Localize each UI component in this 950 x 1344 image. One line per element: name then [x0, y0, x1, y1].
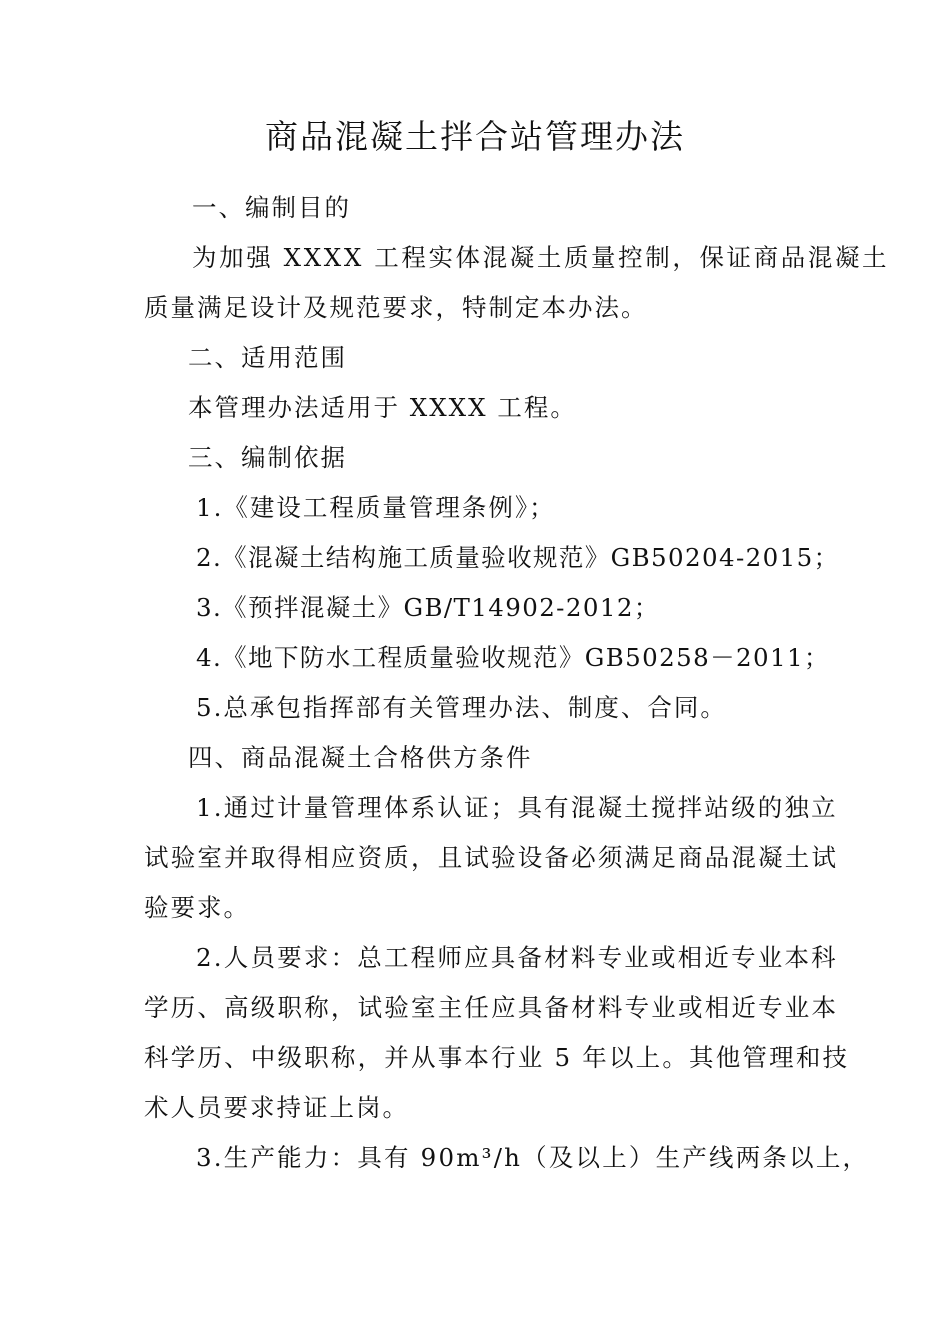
paragraph-line: 试验室并取得相应资质，且试验设备必须满足商品混凝土试: [144, 843, 839, 872]
paragraph-line: 为加强 XXXX 工程实体混凝土质量控制，保证商品混凝土: [192, 243, 890, 272]
list-item: 1.《建设工程质量管理条例》；: [196, 493, 556, 522]
paragraph-line: 术人员要求持证上岗。: [144, 1093, 409, 1122]
paragraph-line: 科学历、中级职称，并从事本行业 5 年以上。其他管理和技: [144, 1043, 850, 1072]
paragraph-line: 3.生产能力：具有 90m³/h（及以上）生产线两条以上，: [196, 1143, 870, 1172]
paragraph-line: 2.人员要求：总工程师应具备材料专业或相近专业本科: [196, 943, 838, 972]
section-heading-scope: 二、适用范围: [188, 343, 347, 372]
section-heading-supplier-conditions: 四、商品混凝土合格供方条件: [188, 743, 533, 772]
paragraph-line: 学历、高级职称，试验室主任应具备材料专业或相近专业本: [144, 993, 839, 1022]
document-title: 商品混凝土拌合站管理办法: [265, 117, 685, 156]
paragraph-line: 验要求。: [144, 893, 250, 922]
list-item: 5.总承包指挥部有关管理办法、制度、合同。: [196, 693, 727, 722]
section-heading-basis: 三、编制依据: [188, 443, 347, 472]
list-item: 3.《预拌混凝土》GB/T14902-2012；: [196, 593, 660, 622]
paragraph-line: 1.通过计量管理体系认证；具有混凝土搅拌站级的独立: [196, 793, 838, 822]
list-item: 2.《混凝土结构施工质量验收规范》GB50204-2015；: [196, 543, 840, 572]
paragraph-line: 质量满足设计及规范要求，特制定本办法。: [144, 293, 648, 322]
list-item: 4.《地下防水工程质量验收规范》GB50258－2011；: [196, 643, 830, 672]
paragraph-line: 本管理办法适用于 XXXX 工程。: [188, 393, 577, 422]
section-heading-purpose: 一、编制目的: [192, 193, 351, 222]
